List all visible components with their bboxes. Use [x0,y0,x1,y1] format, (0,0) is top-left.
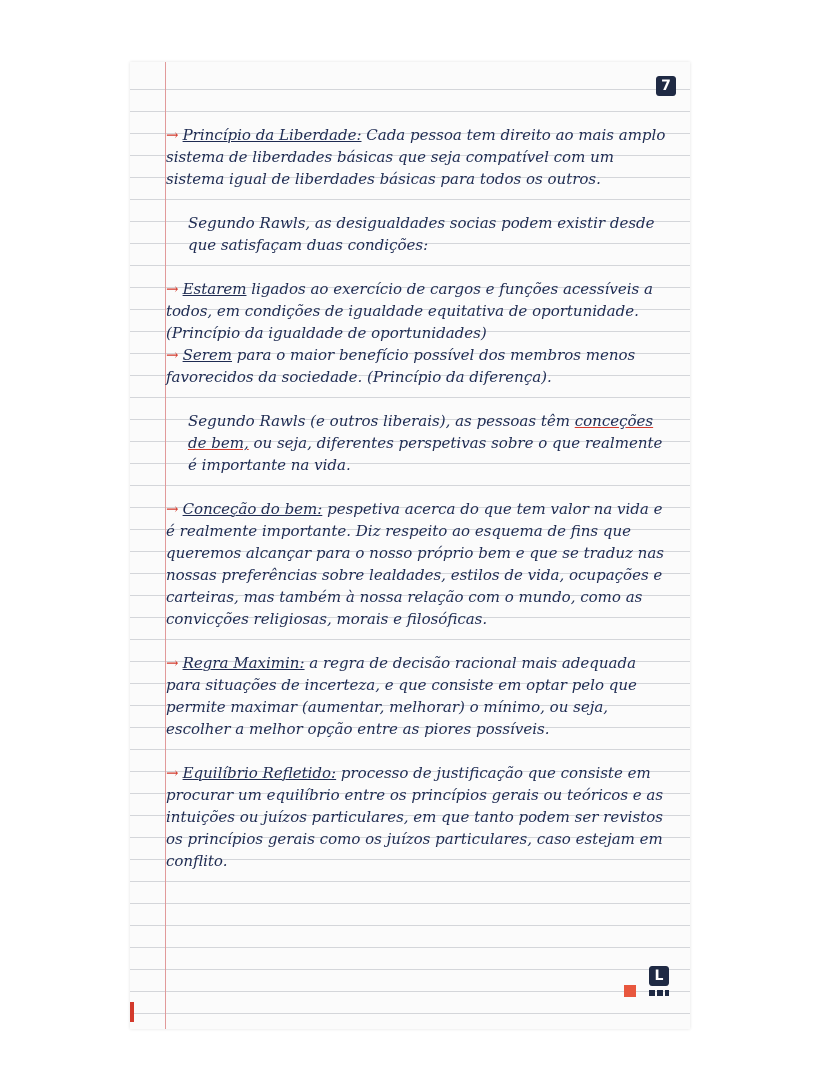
term-text: a regra de decisão racional mais adequada para situações de incerteza, e que consiste em optar pelo que permite maximar (aumentar, melhorar) o mínimo, ou seja, escolher a melhor opção entre as piores possíveis. [166,654,637,738]
arrow-icon: → [166,654,179,672]
term-text: pespetiva acerca do que tem valor na vida e é realmente importante. Diz respeito ao esquema de fins que queremos alcançar para o nosso próprio bem e que se traduz nas nossas preferências sobre lealdades, estilos de vida, ocupações e carteiras, mas também à nossa relação com o mundo, como as convicções religiosas, morais e filosóficas. [166,500,664,628]
note-paragraph [166,498,666,630]
term-title: Princípio da Liberdade: [182,126,362,144]
condition-title: Estarem [182,280,247,298]
text-before: Segundo Rawls (e outros liberais), as pessoas têm [188,412,575,430]
condition-text: para o maior benefício possível dos membros menos favorecidos da sociedade. (Princípio da diferença). [166,346,636,386]
watermark-logo-icon: L [649,966,669,986]
note-block-maximin [166,652,666,740]
arrow-icon: → [166,764,179,782]
note-block-concecoes-bem [166,410,666,476]
arrow-icon: → [166,500,179,518]
note-paragraph [166,762,666,872]
arrow-icon: → [166,280,179,298]
term-text: Cada pessoa tem direito ao mais amplo sistema de liberdades básicas que seja compatível com um sistema igual de liberdades básicas para todos os outros. [166,126,666,188]
page-edge-mark [130,1002,134,1022]
term-title: Equilíbrio Refletido: [182,764,337,782]
text-after: ou seja, diferentes perspetivas sobre o que realmente é importante na vida. [188,434,663,474]
note-block-equilibrio [166,762,666,872]
note-block-liberdade [166,124,666,190]
red-square-mark [624,985,636,997]
note-paragraph [166,124,666,190]
watermark-stripes-icon [649,990,669,996]
note-block-concecao-bem [166,498,666,630]
condition-item [166,278,666,344]
condition-text: ligados ao exercício de cargos e funções acessíveis a todos, em condições de igualdade equitativa de oportunidade. (Princípio da igualdade de oportunidades) [166,280,653,342]
term-title: Regra Maximin: [182,654,305,672]
condition-item [166,344,666,388]
note-paragraph: Segundo Rawls, as desigualdades socias podem existir desde que satisfaçam duas condições: [188,214,655,254]
handwritten-notes [166,124,666,894]
note-block-rawls-desigualdades [166,212,666,256]
app-logo-icon: 7 [656,76,676,96]
note-paragraph [166,652,666,740]
note-paragraph [166,410,666,476]
term-title: Conceção do bem: [182,500,323,518]
arrow-icon: → [166,126,179,144]
note-block-condicoes [166,278,666,388]
highlighted-term: conceções de bem, [188,412,654,452]
arrow-icon: → [166,346,179,364]
condition-title: Serem [182,346,233,364]
term-text: processo de justificação que consiste em procurar um equilíbrio entre os princípios gerais ou teóricos e as intuições ou juízos particulares, em que tanto podem ser revistos os princípios gerais como os juízos particulares, caso estejam em conflito. [166,764,664,870]
